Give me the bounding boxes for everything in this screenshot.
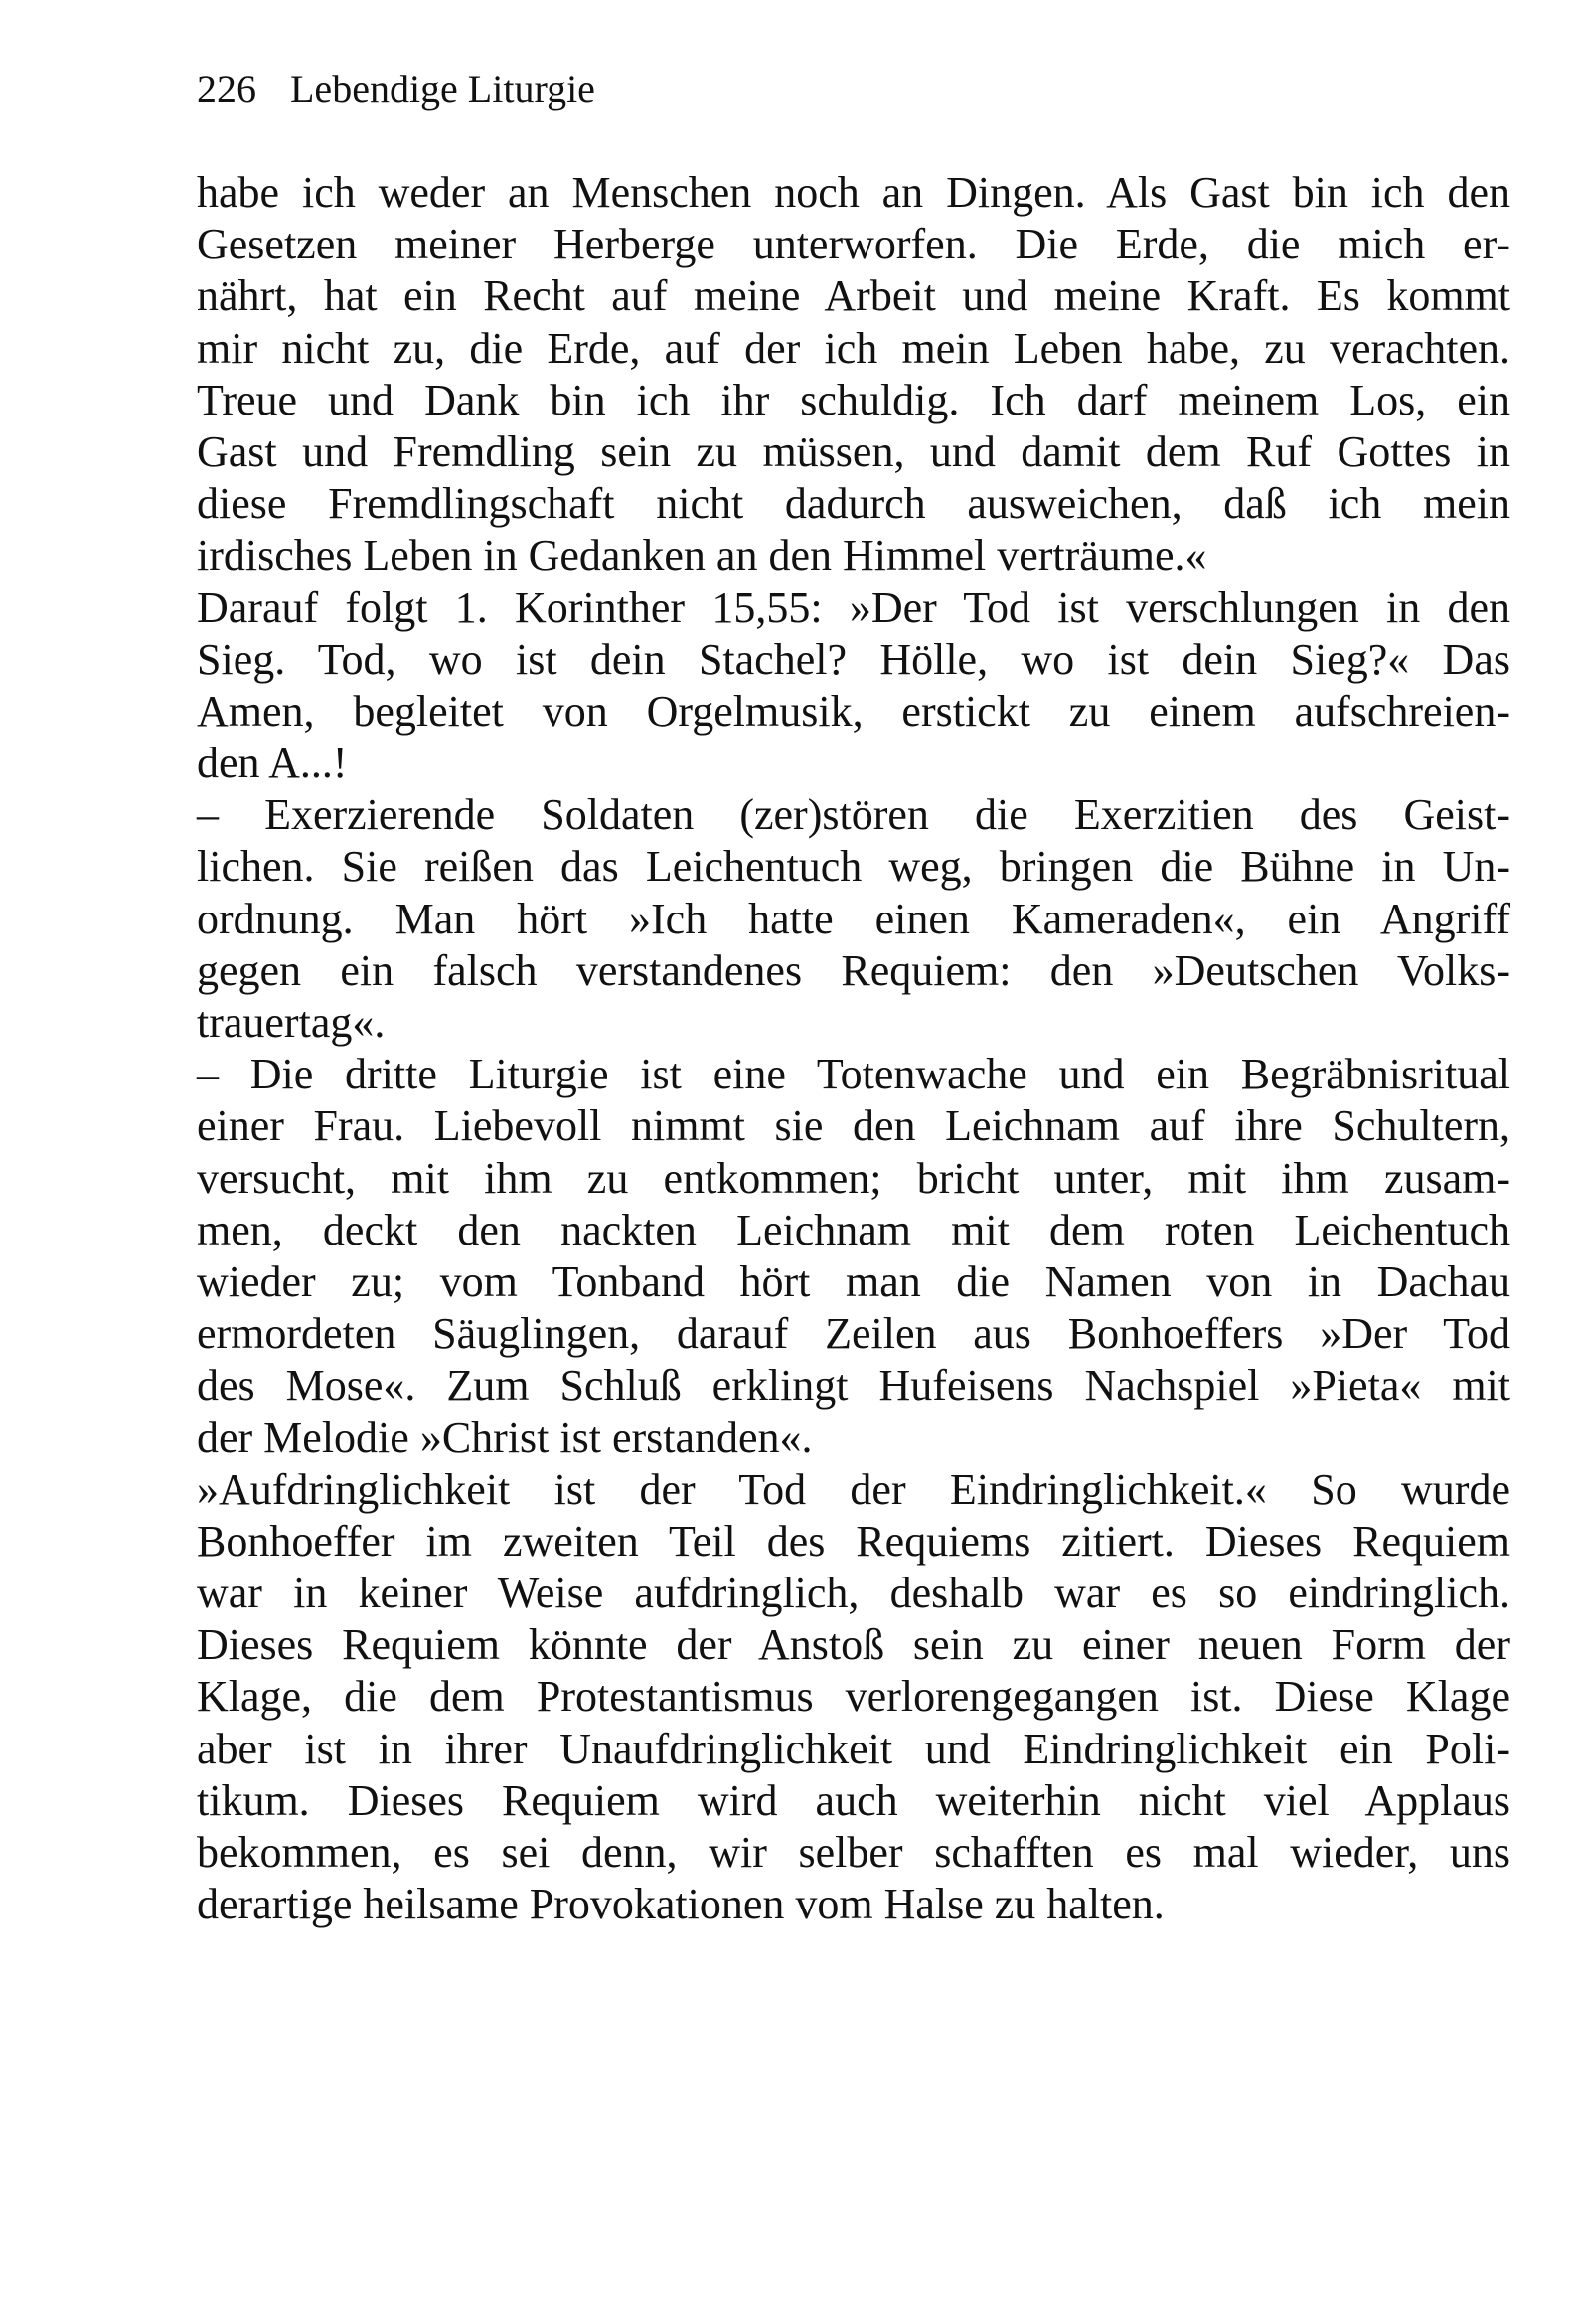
running-head — [197, 66, 595, 113]
text-line: tikum. Dieses Requiem wird auch weiterhin nicht viel Applaus — [197, 1775, 1510, 1825]
text-line: aber ist in ihrer Unaufdringlichkeit und Eindringlichkeit ein Poli- — [197, 1724, 1510, 1773]
body-text — [197, 167, 1510, 1930]
text-line: – Die dritte Liturgie ist eine Totenwache und ein Begräbnisritual — [197, 1050, 1510, 1099]
page-number: 226 — [197, 67, 256, 111]
text-line: Treue und Dank bin ich ihr schuldig. Ich darf meinem Los, ein — [197, 375, 1510, 424]
text-line: mir nicht zu, die Erde, auf der ich mein Leben habe, zu verachten. — [197, 323, 1510, 373]
text-line: Bonhoeffer im zweiten Teil des Requiems zitiert. Dieses Requiem — [197, 1516, 1510, 1566]
text-line: des Mose«. Zum Schluß erklingt Hufeisens Nachspiel »Pieta« mit — [197, 1361, 1510, 1411]
text-line: »Aufdringlichkeit ist der Tod der Eindringlichkeit.« So wurde — [197, 1464, 1510, 1514]
text-line: Sieg. Tod, wo ist dein Stachel? Hölle, wo ist dein Sieg?« Das — [197, 634, 1510, 684]
text-line: einer Frau. Liebevoll nimmt sie den Leichnam auf ihre Schultern, — [197, 1101, 1510, 1151]
text-line: nährt, hat ein Recht auf meine Arbeit und meine Kraft. Es kommt — [197, 271, 1510, 321]
text-line: Amen, begleitet von Orgelmusik, erstickt zu einem aufschreien- — [197, 686, 1510, 736]
text-line: diese Fremdlingschaft nicht dadurch ausweichen, daß ich mein — [197, 479, 1510, 529]
text-line: Dieses Requiem könnte der Anstoß sein zu einer neuen Form der — [197, 1620, 1510, 1670]
text-line: habe ich weder an Menschen noch an Dingen. Als Gast bin ich den — [197, 168, 1510, 217]
text-line: versucht, mit ihm zu entkommen; bricht unter, mit ihm zusam- — [197, 1153, 1510, 1203]
text-line: war in keiner Weise aufdringlich, deshalb war es so eindringlich. — [197, 1569, 1510, 1618]
running-title: Lebendige Liturgie — [290, 67, 595, 111]
text-line: irdisches Leben in Gedanken an den Himmel verträume.« — [197, 531, 1207, 581]
text-line: lichen. Sie reißen das Leichentuch weg, bringen die Bühne in Un- — [197, 842, 1510, 892]
text-line: Gast und Fremdling sein zu müssen, und damit dem Ruf Gottes in — [197, 426, 1510, 476]
text-line: bekommen, es sei denn, wir selber schafften es mal wieder, uns — [197, 1828, 1510, 1877]
text-line: ordnung. Man hört »Ich hatte einen Kameraden«, ein Angriff — [197, 894, 1510, 943]
text-line: den A...! — [197, 739, 348, 788]
text-line: trauertag«. — [197, 998, 386, 1047]
text-line: wieder zu; vom Tonband hört man die Namen von in Dachau — [197, 1256, 1510, 1306]
text-line: men, deckt den nackten Leichnam mit dem roten Leichentuch — [197, 1205, 1510, 1254]
text-line: Darauf folgt 1. Korinther 15,55: »Der Tod ist verschlungen in den — [197, 582, 1510, 632]
text-line: ermordeten Säuglingen, darauf Zeilen aus Bonhoeffers »Der Tod — [197, 1309, 1510, 1359]
text-line: gegen ein falsch verstandenes Requiem: den »Deutschen Volks- — [197, 945, 1510, 995]
text-line: derartige heilsame Provokationen vom Halse zu halten. — [197, 1880, 1165, 1929]
text-line: der Melodie »Christ ist erstanden«. — [197, 1412, 813, 1462]
text-line: – Exerzierende Soldaten (zer)stören die Exerzitien des Geist- — [197, 790, 1510, 840]
text-line: Gesetzen meiner Herberge unterworfen. Die Erde, die mich er- — [197, 220, 1510, 269]
text-line: Klage, die dem Protestantismus verlorengegangen ist. Diese Klage — [197, 1672, 1510, 1722]
